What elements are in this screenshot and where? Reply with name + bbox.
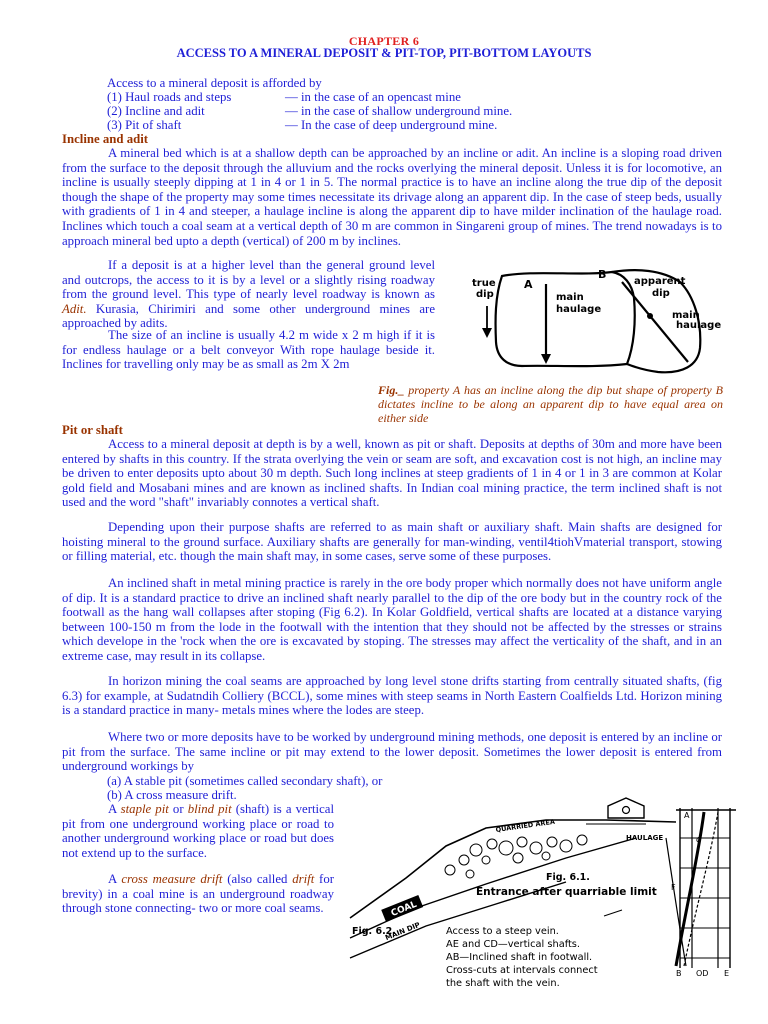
fig-caption-text: property A has an incline along the dip but shape of property B dictates incline to be along an apparent dip to have equal area on either side bbox=[378, 383, 723, 425]
incline-p2-text-a: If a deposit is at a higher level than the general ground level and outcrops, the access to it is by a level or a slightly rising roadway from the ground level. This type of nearly level roadway is known as bbox=[62, 258, 435, 302]
cross-measure-drift-term: cross measure drift bbox=[121, 872, 223, 886]
section-heading-incline: Incline and adit bbox=[62, 132, 149, 146]
label-haulage-b: haulage bbox=[676, 320, 722, 331]
section-heading-shaft: Pit or shaft bbox=[62, 423, 123, 437]
shaft-paragraph-4: In horizon mining the coal seams are approached by long level stone drifts starting from centrally situated shafts, (fig 6.3) for example, at Sudatndih Colliery (BCCL), some mines with steep seams in North Eastern Coalfields Ltd. Horizon mining is a standard practice in many- metals mines where the lodes are steep. bbox=[62, 674, 722, 718]
fig62-letter-od: OD bbox=[696, 969, 709, 978]
option-b: (b) A cross measure drift. bbox=[107, 788, 237, 802]
fig62-line-4: Cross-cuts at intervals connect bbox=[446, 965, 598, 976]
adit-term: Adit. bbox=[62, 301, 87, 316]
fig62-letter-b: B bbox=[676, 969, 682, 978]
label-dip-b: dip bbox=[652, 288, 670, 299]
haulage-a-arrowhead bbox=[541, 354, 551, 364]
fig61-label: Fig. 6.1. bbox=[546, 872, 590, 883]
fig62-line-5: the shaft with the vein. bbox=[446, 978, 560, 989]
true-dip-arrowhead bbox=[482, 328, 492, 338]
fig62-line-2: AE and CD—vertical shafts. bbox=[446, 939, 581, 950]
cross-post: for brevity) in a coal mine is an underground roadway through stone connecting- two or more coal seams. bbox=[62, 872, 334, 916]
label-haulage-a: haulage bbox=[556, 304, 602, 315]
incline-paragraph-1: A mineral bed which is at a shallow depth can be approached by an incline or adit. An incline is a sloping road driven from the surface to the deposit through the alluvium and the rocks overlying the mineral deposit. Unless it is for locomotive, an incline is usually steeply dipping at 1 in 4 or 1 in 5. The normal practice is to have an incline along the true dip of the deposit though the shape of the property may some times necessitate its drivage along an apparent dip. In the case of steep beds, usually with gradients of 1 in 4 and steeper, a haulage incline is along the apparent dip to have milder inclination of the haulage road. Inclines which touch a coal seam at a vertical depth of 30 m are common in Singareni group of mines. The trend nowadays is to approach mineral bed upto a depth (vertical) of 200 m by inclines. bbox=[62, 146, 722, 248]
intro-item-2-a: (2) Incline and adit bbox=[107, 104, 205, 118]
apparent-dip-marker bbox=[647, 313, 653, 319]
chapter-label: CHAPTER 6 bbox=[348, 34, 420, 48]
label-true: true bbox=[472, 278, 496, 289]
cross-mid: (also called bbox=[222, 872, 293, 886]
shaft-paragraph-3: An inclined shaft in metal mining practice is rarely in the ore body proper which normally does not have uniform angle of dip. It is a standard practice to drive an inclined shaft nearly parallel to the dip of the ore body but in the country rock of the footwall as the hang wall collapses after stoping (Fig 6.2). In Kolar Goldfield, vertical shafts are located at a distance varying between 100-150 m from the lode in the footwall with the intention that they should not be affected by the stresses or strains which develope in the 'rock when the ore is excavated by stoping. The stresses may affect the verticality of the shaft, and in an extreme case, may result in its collapse. bbox=[62, 576, 722, 663]
fig62-letter-d: d bbox=[696, 835, 702, 845]
cross-pre: A bbox=[108, 872, 122, 886]
staple-post: (shaft) is a vertical pit from one underground working place or road to another underground working place or road but does not extend up to the surface. bbox=[62, 802, 335, 860]
intro-item-3-b: — In the case of deep underground mine. bbox=[285, 118, 498, 132]
figures-6-1-6-2 bbox=[346, 798, 750, 988]
chapter-title: ACCESS TO A MINERAL DEPOSIT & PIT-TOP, PIT-BOTTOM LAYOUTS bbox=[176, 46, 592, 60]
intro-item-3-a: (3) Pit of shaft bbox=[107, 118, 182, 132]
property-diagram bbox=[462, 262, 722, 378]
drift-term: drift bbox=[292, 872, 315, 886]
label-main-a: main bbox=[556, 292, 584, 303]
staple-pit-paragraph bbox=[62, 802, 334, 860]
shaft-paragraph-5: Where two or more deposits have to be worked by underground mining methods, one deposit is entered by an incline or pit from the surface. The same incline or pit may extend to the lower deposit. Sometimes the lower deposit is entered from underground workings by bbox=[62, 730, 722, 774]
coal-label: COAL bbox=[389, 899, 419, 919]
fig61-haulage-house bbox=[608, 798, 644, 818]
main-dip-label: MAIN DIP bbox=[384, 920, 422, 943]
intro-item-2-b: — in the case of shallow underground mine. bbox=[285, 104, 513, 118]
intro-item-1-b: — in the case of an opencast mine bbox=[285, 90, 461, 104]
fig-label: Fig._ bbox=[378, 383, 405, 397]
fig62-shaft-diagram bbox=[666, 808, 736, 968]
intro-item-1-a: (1) Haul roads and steps bbox=[107, 90, 232, 104]
intro-item-3 bbox=[107, 118, 498, 133]
label-apparent: apparent bbox=[634, 276, 686, 287]
incline-paragraph-2 bbox=[62, 258, 435, 331]
fig61-pointer bbox=[604, 910, 622, 916]
label-a: A bbox=[524, 278, 533, 291]
option-a: (a) A stable pit (sometimes called secondary shaft), or bbox=[107, 774, 383, 788]
label-b: B bbox=[598, 268, 607, 281]
fig62-letter-f: F bbox=[671, 883, 676, 892]
fig61-caption: Entrance after quarriable limit bbox=[476, 886, 657, 898]
incline-p2-text-b: Kurasia, Chirimiri and some other underground mines are approached by adits. bbox=[62, 301, 435, 331]
fig62-line-1: Access to a steep vein. bbox=[446, 926, 559, 937]
intro-item-1 bbox=[107, 90, 461, 105]
staple-pre: A bbox=[108, 802, 121, 816]
shaft-paragraph-2: Depending upon their purpose shafts are referred to as main shaft or auxiliary shaft. Main shafts are designed for hoisting mineral to the ground surface. Auxiliary shafts are generally for man-winding, ventil4tiohVmaterial transport, stowing or filling material, etc. though the main shaft may, in some cases, serve some of these purposes. bbox=[62, 520, 722, 564]
fig62-label: Fig. 6.2. bbox=[352, 926, 396, 937]
staple-pit-term: staple pit bbox=[120, 802, 169, 816]
label-main-b: main bbox=[672, 310, 700, 321]
label-dip: dip bbox=[476, 289, 494, 300]
intro-lead: Access to a mineral deposit is afforded by bbox=[107, 76, 322, 90]
staple-or: or bbox=[168, 802, 188, 816]
incline-paragraph-3: The size of an incline is usually 4.2 m wide x 2 m high if it is for endless haulage or a belt conveyor With rope haulage beside it. Inclines for travelling only may be as small as 2m X 2m bbox=[62, 328, 435, 372]
fig61-haulage-drum bbox=[623, 807, 630, 814]
intro-item-2 bbox=[107, 104, 513, 119]
shaft-paragraph-1: Access to a mineral deposit at depth is by a well, known as pit or shaft. Deposits at depths of 30m and more have been entered by shafts in this country. If the strata overlying the vein or seam are soft, and excavation cost is not high, an incline may be driven to enter deposits upto about 30 m depth. Such long inclines at steep gradients of 1 in 4 or 1 in 3 are common at Kolar gold field and Mosabani mines and are known as inclined shafts. In Indian coal mining practice, the term inclined shaft is not used and the word "shaft" invariably connotes a vertical shaft. bbox=[62, 437, 722, 510]
haulage-label: HAULAGE bbox=[626, 834, 664, 842]
cross-drift-paragraph bbox=[62, 872, 334, 916]
fig62-line-3: AB—Inclined shaft in footwall. bbox=[446, 952, 593, 963]
blind-pit-term: blind pit bbox=[187, 802, 232, 816]
property-figure-caption bbox=[378, 383, 723, 425]
fig62-letter-e: E bbox=[724, 969, 730, 978]
fig62-letter-a: A bbox=[684, 811, 690, 820]
quarried-area-label: QUARRIED AREA bbox=[495, 817, 556, 834]
